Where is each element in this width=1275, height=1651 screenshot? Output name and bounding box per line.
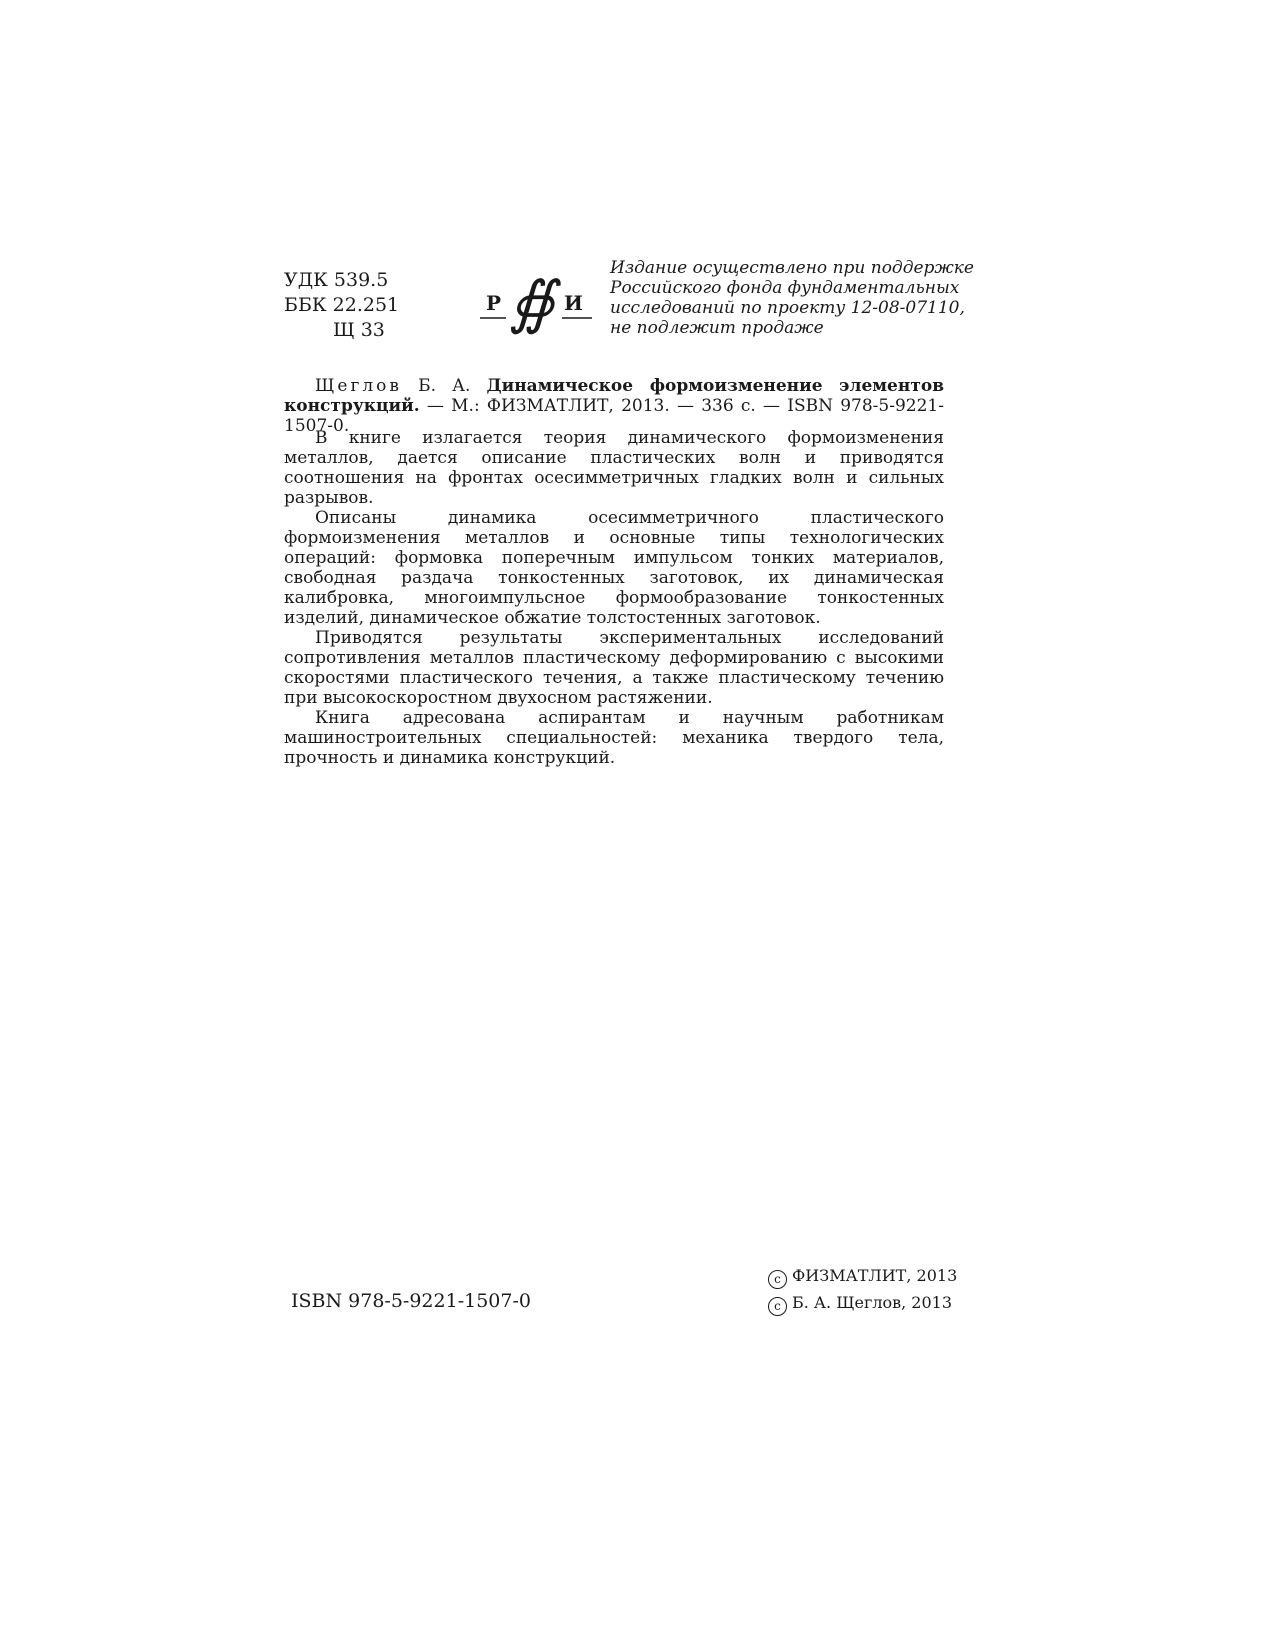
author-initials: Б. А.	[418, 376, 471, 396]
funding-note	[610, 258, 974, 338]
book-annotation	[284, 428, 944, 768]
annotation-paragraph: Описаны динамика осесимметричного пластического формоизменения металлов и основные типы технологических операций: формовка поперечным импульсом тонких материалов, свободная раздача тонкостенных заготовок, их динамическая калибровка, многоимпульсное формообразование тонкостенных изделий, динамическое обжатие толстостенных заготовок.	[284, 508, 944, 628]
annotation-paragraph: В книге излагается теория динамического формоизменения металлов, дается описание пластических волн и приводятся соотношения на фронтах осесимметричных гладких волн и сильных разрывов.	[284, 428, 944, 508]
udk-code: УДК 539.5	[284, 269, 389, 291]
copyright-block	[768, 1262, 957, 1316]
copyright-holder: Б. А. Щеглов, 2013	[792, 1293, 953, 1312]
funding-note-line: исследований по проекту 12-08-07110,	[610, 298, 965, 318]
publication-imprint: — М.: ФИЗМАТЛИТ, 2013. — 336 с. — ISBN 978-5-9221-1507-0.	[284, 396, 944, 436]
author-mark: Щ 33	[333, 319, 385, 341]
copyright-icon: c	[768, 1297, 787, 1316]
book-title: Динамическое формоизменение элементов конструкций.	[284, 376, 945, 416]
funding-note-line: не подлежит продаже	[610, 318, 824, 338]
book-author: Щеглов	[315, 376, 402, 396]
copyright-holder: ФИЗМАТЛИТ, 2013	[792, 1266, 958, 1285]
isbn-number: ISBN 978-5-9221-1507-0	[291, 1290, 531, 1312]
logo-letter-i: И	[564, 291, 583, 315]
bibliographic-record	[284, 376, 944, 436]
logo-integral-glyph: ∯	[509, 270, 555, 336]
copyright-line	[768, 1289, 957, 1316]
bbk-code: ББК 22.251	[284, 294, 400, 316]
funding-note-line: Российского фонда фундаментальных	[610, 278, 960, 298]
annotation-paragraph: Приводятся результаты экспериментальных исследований сопротивления металлов пластическому деформированию с высокими скоростями пластического течения, а также пластическому течению при высокоскоростном двухосном растяжении.	[284, 628, 944, 708]
copyright-line	[768, 1262, 957, 1289]
logo-letter-r: Р	[486, 291, 502, 315]
classification-codes	[284, 268, 399, 343]
funding-note-line: Издание осуществлено при поддержке	[610, 258, 974, 278]
rffi-logo	[480, 270, 594, 338]
annotation-paragraph: Книга адресована аспирантам и научным работникам машиностроительных специальностей: механика твердого тела, прочность и динамика конструкций.	[284, 708, 944, 768]
copyright-icon: c	[768, 1270, 787, 1289]
